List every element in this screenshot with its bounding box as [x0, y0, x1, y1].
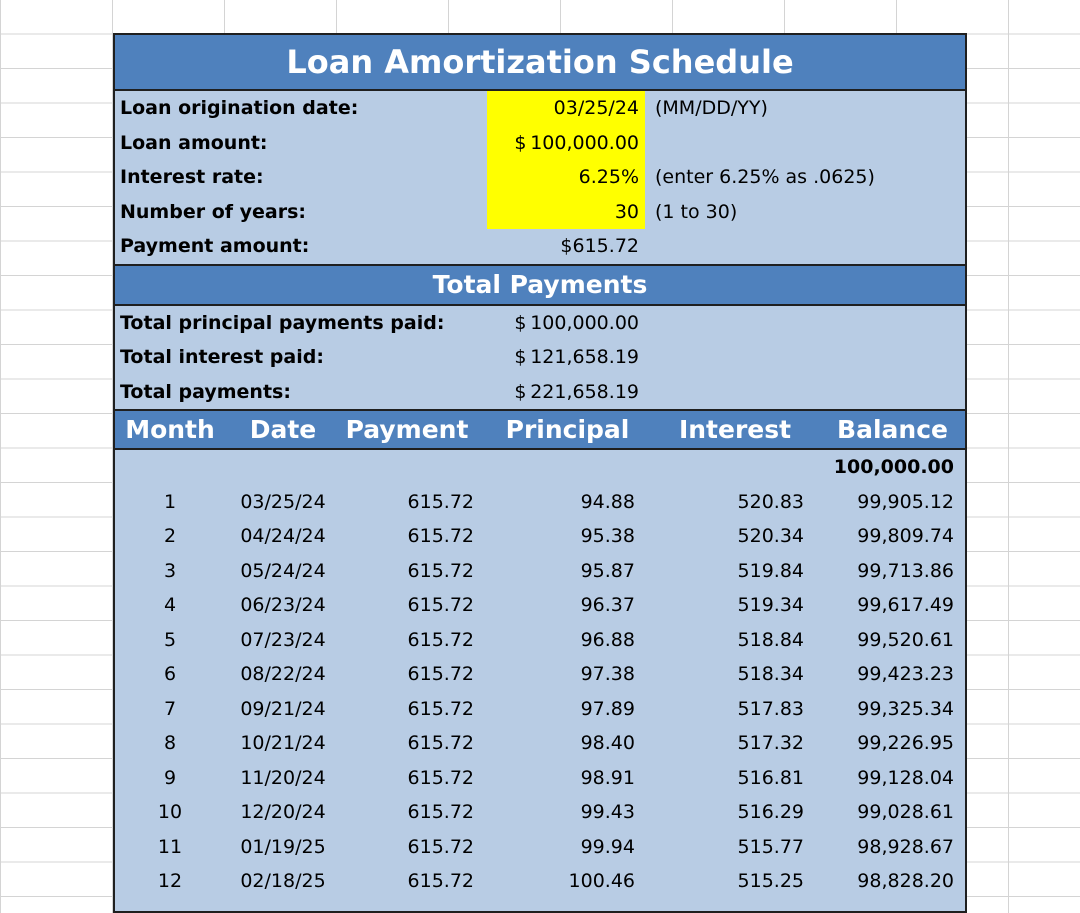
total-payments-cell[interactable] — [487, 375, 645, 410]
balance-cell[interactable]: 99,520.61 — [857, 628, 954, 651]
balance-cell[interactable]: 99,713.86 — [857, 559, 954, 582]
month-cell[interactable]: 12 — [157, 870, 183, 892]
table-row — [115, 726, 965, 761]
interest-cell[interactable]: 515.77 — [737, 835, 804, 858]
payment-amount-cell[interactable]: $615.72 — [560, 235, 639, 257]
interest-cell[interactable]: 517.32 — [737, 732, 804, 754]
date-cell[interactable]: 11/20/24 — [240, 766, 326, 789]
column-header-principal[interactable]: Principal — [505, 415, 630, 444]
loan-amount-label: Loan amount: — [120, 131, 268, 154]
date-cell[interactable]: 06/23/24 — [240, 594, 326, 616]
date-cell[interactable]: 02/18/25 — [240, 870, 326, 892]
table-row — [115, 657, 965, 692]
interest-cell[interactable]: 515.25 — [737, 870, 804, 892]
balance-cell[interactable]: 99,028.61 — [857, 801, 954, 823]
month-cell[interactable]: 8 — [163, 732, 177, 754]
total-principal-label: Total principal payments paid: — [120, 311, 445, 334]
date-cell[interactable]: 12/20/24 — [240, 801, 326, 823]
origination-date-label: Loan origination date: — [120, 97, 359, 119]
loan-amount-value: 100,000.00 — [530, 131, 639, 154]
principal-cell[interactable]: 97.89 — [580, 697, 635, 720]
total-payments-header: Total Payments — [115, 264, 965, 306]
currency-symbol: $ — [514, 311, 527, 334]
schedule-body — [115, 485, 965, 899]
total-interest-value: 121,658.19 — [530, 346, 639, 368]
schedule-title: Loan Amortization Schedule — [115, 35, 965, 91]
interest-cell[interactable]: 518.34 — [737, 663, 804, 685]
principal-cell[interactable]: 100.46 — [568, 870, 635, 892]
payment-cell[interactable]: 615.72 — [407, 766, 474, 789]
inputs-section — [115, 91, 965, 264]
principal-cell[interactable]: 96.37 — [580, 594, 635, 616]
total-interest-row — [115, 340, 965, 375]
payment-cell[interactable]: 615.72 — [407, 594, 474, 616]
column-header-month[interactable]: Month — [125, 415, 215, 444]
interest-rate-label: Interest rate: — [120, 166, 264, 188]
principal-cell[interactable]: 97.38 — [580, 663, 635, 685]
date-cell[interactable]: 01/19/25 — [240, 835, 326, 858]
month-cell[interactable]: 9 — [163, 766, 177, 789]
years-label: Number of years: — [120, 200, 307, 223]
payment-cell[interactable]: 615.72 — [407, 663, 474, 685]
total-principal-value: 100,000.00 — [530, 311, 639, 334]
years-cell[interactable]: 30 — [487, 195, 645, 230]
total-principal-cell[interactable] — [487, 306, 645, 341]
month-cell[interactable]: 10 — [157, 801, 183, 823]
table-row — [115, 795, 965, 830]
date-cell[interactable]: 07/23/24 — [240, 628, 326, 651]
payment-cell[interactable]: 615.72 — [407, 525, 474, 547]
totals-section — [115, 306, 965, 410]
input-row-interest-rate — [115, 160, 965, 195]
balance-cell[interactable]: 99,128.04 — [857, 766, 954, 789]
table-row — [115, 623, 965, 658]
principal-cell[interactable]: 99.43 — [580, 801, 635, 823]
month-cell[interactable]: 5 — [163, 628, 177, 651]
total-payments-label: Total payments: — [120, 380, 291, 403]
origination-date-cell[interactable]: 03/25/24 — [487, 91, 645, 126]
date-cell[interactable]: 10/21/24 — [240, 732, 326, 754]
currency-symbol: $ — [514, 380, 527, 403]
payment-cell[interactable]: 615.72 — [407, 628, 474, 651]
payment-cell[interactable]: 615.72 — [407, 801, 474, 823]
total-interest-cell[interactable] — [487, 340, 645, 375]
origination-date-note: (MM/DD/YY) — [655, 97, 768, 119]
interest-cell[interactable]: 519.34 — [737, 594, 804, 616]
interest-cell[interactable]: 516.29 — [737, 801, 804, 823]
table-row — [115, 761, 965, 796]
column-header-date[interactable]: Date — [249, 415, 317, 444]
interest-cell[interactable]: 517.83 — [737, 697, 804, 720]
principal-cell[interactable]: 99.94 — [580, 835, 635, 858]
table-row — [115, 554, 965, 589]
amortization-sheet — [113, 33, 967, 913]
table-row — [115, 864, 965, 899]
total-interest-label: Total interest paid: — [120, 346, 324, 368]
month-cell[interactable]: 1 — [163, 490, 177, 513]
month-cell[interactable]: 2 — [163, 525, 177, 547]
balance-cell[interactable]: 99,226.95 — [857, 732, 954, 754]
table-row — [115, 588, 965, 623]
interest-cell[interactable]: 516.81 — [737, 766, 804, 789]
input-row-loan-amount — [115, 126, 965, 161]
principal-cell[interactable]: 96.88 — [580, 628, 635, 651]
principal-cell[interactable]: 98.91 — [580, 766, 635, 789]
input-row-payment-amount — [115, 229, 965, 264]
table-row — [115, 692, 965, 727]
schedule-column-headers — [115, 409, 965, 450]
interest-cell[interactable]: 518.84 — [737, 628, 804, 651]
payment-cell[interactable]: 615.72 — [407, 697, 474, 720]
table-row — [115, 485, 965, 520]
total-principal-row — [115, 306, 965, 341]
table-row — [115, 830, 965, 865]
month-cell[interactable]: 4 — [163, 594, 177, 616]
years-note: (1 to 30) — [655, 200, 738, 223]
date-cell[interactable]: 08/22/24 — [240, 663, 326, 685]
principal-cell[interactable]: 95.38 — [580, 525, 635, 547]
interest-rate-cell[interactable]: 6.25% — [487, 160, 645, 195]
principal-cell[interactable]: 98.40 — [580, 732, 635, 754]
date-cell[interactable]: 09/21/24 — [240, 697, 326, 720]
balance-cell[interactable]: 99,809.74 — [857, 525, 954, 547]
principal-cell[interactable]: 94.88 — [580, 490, 635, 513]
principal-cell[interactable]: 95.87 — [580, 559, 635, 582]
date-cell[interactable]: 03/25/24 — [240, 490, 326, 513]
month-cell[interactable]: 7 — [163, 697, 177, 720]
payment-amount-label: Payment amount: — [120, 235, 310, 257]
loan-amount-cell[interactable] — [487, 126, 645, 161]
interest-cell[interactable]: 519.84 — [737, 559, 804, 582]
column-header-interest[interactable]: Interest — [678, 415, 792, 444]
input-row-origination-date — [115, 91, 965, 126]
column-header-balance[interactable]: Balance — [837, 415, 948, 444]
month-cell[interactable]: 11 — [157, 835, 183, 858]
opening-balance-cell[interactable]: 100,000.00 — [833, 456, 954, 478]
balance-cell[interactable]: 98,828.20 — [857, 870, 954, 892]
column-header-payment[interactable]: Payment — [345, 415, 469, 444]
payment-cell[interactable]: 615.72 — [407, 490, 474, 513]
month-cell[interactable]: 6 — [163, 663, 177, 685]
balance-cell[interactable]: 99,325.34 — [857, 697, 954, 720]
balance-cell[interactable]: 99,617.49 — [857, 594, 954, 616]
currency-symbol: $ — [514, 346, 527, 368]
total-payments-value: 221,658.19 — [530, 380, 639, 403]
balance-cell[interactable]: 99,423.23 — [857, 663, 954, 685]
table-row — [115, 519, 965, 554]
currency-symbol: $ — [514, 131, 527, 154]
payment-cell[interactable]: 615.72 — [407, 835, 474, 858]
total-payments-row — [115, 375, 965, 410]
balance-cell[interactable]: 99,905.12 — [857, 490, 954, 513]
date-cell[interactable]: 05/24/24 — [240, 559, 326, 582]
payment-cell[interactable]: 615.72 — [407, 559, 474, 582]
payment-cell[interactable]: 615.72 — [407, 870, 474, 892]
interest-cell[interactable]: 520.83 — [737, 490, 804, 513]
balance-cell[interactable]: 98,928.67 — [857, 835, 954, 858]
interest-rate-note: (enter 6.25% as .0625) — [655, 166, 875, 188]
interest-cell[interactable]: 520.34 — [737, 525, 804, 547]
input-row-years — [115, 195, 965, 230]
payment-cell[interactable]: 615.72 — [407, 732, 474, 754]
month-cell[interactable]: 3 — [163, 559, 177, 582]
date-cell[interactable]: 04/24/24 — [240, 525, 326, 547]
opening-balance-row — [115, 450, 965, 485]
